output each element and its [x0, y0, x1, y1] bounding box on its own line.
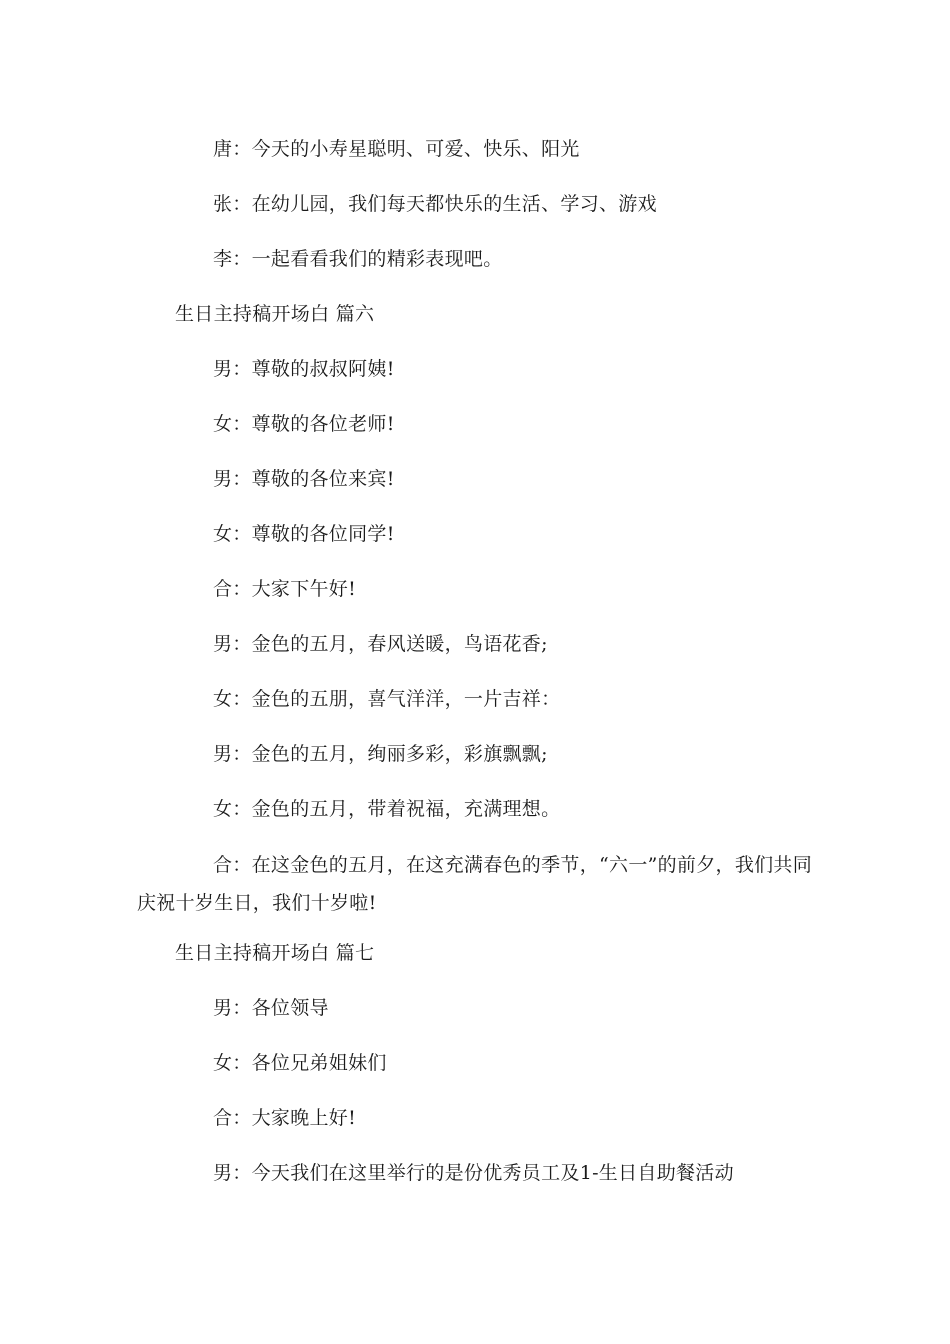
- dialogue-line: 女：金色的五月，带着祝福，充满理想。: [213, 798, 561, 820]
- dialogue-line: 唐：今天的小寿星聪明、可爱、快乐、阳光: [213, 138, 580, 160]
- dialogue-line: 合：大家下午好!: [213, 578, 357, 600]
- section-heading: 生日主持稿开场白 篇六: [175, 303, 375, 325]
- dialogue-line: 张：在幼儿园，我们每天都快乐的生活、学习、游戏: [213, 193, 657, 215]
- dialogue-line: 男：金色的五月，春风送暖，鸟语花香;: [213, 633, 548, 655]
- dialogue-line: 男：金色的五月，绚丽多彩，彩旗飘飘;: [213, 743, 548, 765]
- dialogue-line: 李：一起看看我们的精彩表现吧。: [213, 248, 503, 270]
- dialogue-line: 男：今天我们在这里举行的是份优秀员工及1-生日自助餐活动: [213, 1162, 734, 1184]
- dialogue-line: 男：各位领导: [213, 997, 329, 1019]
- section-heading: 生日主持稿开场白 篇七: [175, 942, 375, 964]
- dialogue-line: 女：尊敬的各位同学!: [213, 523, 395, 545]
- dialogue-line: 合：大家晚上好!: [213, 1107, 357, 1129]
- dialogue-line: 男：尊敬的叔叔阿姨!: [213, 358, 395, 380]
- dialogue-line: 女：金色的五朋，喜气洋洋，一片吉祥：: [213, 688, 561, 710]
- dialogue-paragraph: 合：在这金色的五月，在这充满春色的季节，“六一”的前夕，我们共同庆祝十岁生日，我们十岁啦!: [137, 854, 813, 914]
- dialogue-line: 女：尊敬的各位老师!: [213, 413, 395, 435]
- dialogue-line: 女：各位兄弟姐妹们: [213, 1052, 387, 1074]
- dialogue-line: 男：尊敬的各位来宾!: [213, 468, 395, 490]
